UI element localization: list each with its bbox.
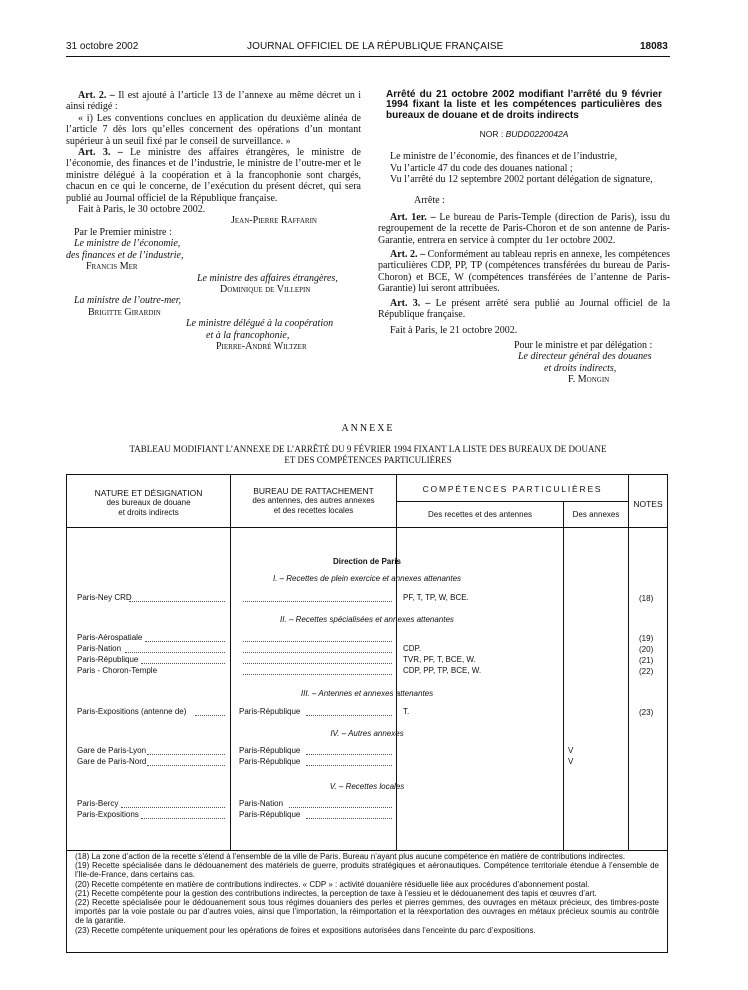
decree-left-column [66,90,361,352]
par-premier-ministre: Par le Premier ministre : [74,226,172,238]
row-nature: Paris-Expositions [77,810,139,819]
arrete-article-2: Art. 2. – Conformément au tableau repris en annexe, les compétences particulières CDP, PP, TP (compétences transférées du bureau de Paris-Choron) et BCE, W (compétences transférées de l’antenne de Paris-Garantie) lui seront attribuées. [378,249,671,295]
row-bureau: Paris-République [239,707,301,716]
fait-a-paris: Fait à Paris, le 30 octobre 2002. [78,204,206,216]
arrete-article-2-label: Art. 2. – [390,249,426,261]
row-nature: Gare de Paris-Lyon [77,746,147,755]
row-nature: Paris-Expositions (antenne de) [77,707,187,716]
row-competences: CDP, PP, TP, BCE, W. [403,666,482,675]
row-nature: Paris-République [77,655,139,664]
arrete-article-1: Art. 1er. – Le bureau de Paris-Temple (direction de Paris), issu du regroupement de la recette de Paris-Choron et de son antenne de Paris-Garantie, entrera en service à compter du 1er octobre 2002. [378,211,671,246]
table-row [77,666,157,675]
table-row [77,644,121,653]
row-nature: Gare de Paris-Nord [77,757,147,766]
col-header-nature: NATURE ET DÉSIGNATION des bureaux de douane et droits indirects [94,488,203,517]
table-row [77,799,118,808]
row-nature: Paris - Choron-Temple [77,666,158,675]
footnote-18: (18) La zone d’action de la recette s’étend à l’ensemble de la ville de Paris. Bureau n’ayant plus aucune compétence en matière de contributions indirectes. [75,852,626,861]
visa-1: Le ministre de l’économie, des finances et de l’industrie, [390,151,618,163]
row-annexe: V [568,746,574,755]
footnote-22: (22) Recette spécialisée pour le dédouanement sous tous régimes douaniers des perles et pierres gemmes, des ouvrages en métaux précieux, des timbres-poste importés par la voie postale ou par d’autres voies, ainsi que l’importation, la réimportation et la réexportation des ouvrages en métaux précieux soumis au contrôle de la garantie. [75,898,659,926]
section-3: III. – Antennes et annexes attenantes [300,689,434,698]
col-header-notes: NOTES [633,499,663,509]
signature-raffarin: Jean-Pierre Raffarin [231,215,317,227]
section-4: IV. – Autres annexes [330,729,404,738]
visa-2: Vu l’article 47 du code des douanes national ; [390,162,573,174]
page-number: 18083 [640,41,668,52]
min-coop-line-2: et à la francophonie, [206,329,290,341]
signature-girardin: Brigitte Girardin [88,306,161,318]
article-3: Art. 3. – Le ministre des affaires étrangères, le ministre de l’économie, des finances et de l’industrie, le ministre de l’outre-mer et le ministre délégué à la coopération et à la francophonie sont chargés, chacun en ce qui le concerne, de l’exécution du présent décret, qui sera publié au Journal officiel de la République française. [66,147,361,204]
row-note: (19) [639,634,654,643]
row-note: (22) [639,667,654,676]
article-3-label: Art. 3. – [78,147,123,159]
footnote-21: (21) Recette compétente pour la gestion des contributions indirectes, la perception de taxe à l’essieu et le dédouanement des tapis et œuvres d’art. [75,888,597,898]
row-note: (23) [639,708,654,717]
row-nature: Paris-Ney CRD [77,593,132,602]
signature-mer: Francis Mer [86,261,138,273]
row-nature: Paris-Bercy [77,799,119,808]
arrete-fait: Fait à Paris, le 21 octobre 2002. [390,324,518,336]
annexe-subtitle: TABLEAU MODIFIANT L’ANNEXE DE L’ARRÊTÉ DU 9 FÉVRIER 1994 FIXANT LA LISTE DES BUREAUX DE DOUANE ET DES COMPÉTENCES PARTICULIÈRES [129,444,607,465]
arrete-sig-2: Le directeur général des douanes [518,351,652,363]
footnote-20: (20) Recette compétente en matière de contributions indirectes. « CDP » : activité douanière résiduelle liée aux procédures d’abonnement postal. [75,879,590,889]
arrete-article-1-label: Art. 1er. – [390,211,436,223]
visa-3: Vu l’arrêté du 12 septembre 2002 portant délégation de signature, [390,174,653,186]
footnote-23: (23) Recette compétente uniquement pour les opérations de foires et expositions autorisées dans l’enceinte du parc d’expositions. [75,925,536,935]
table-row [77,593,132,602]
arrete-right-column [378,90,670,386]
signature-villepin: Dominique de Villepin [220,283,311,295]
article-2: Art. 2. – Il est ajouté à l’article 13 de l’annexe au même décret un i ainsi rédigé : [66,90,362,113]
direction-de-paris: Direction de Paris [332,557,402,566]
row-annexe: V [568,757,574,766]
article-2-label: Art. 2. – [78,90,115,101]
row-competences: PF, T, TP, W, BCE. [403,593,469,602]
journal-title: JOURNAL OFFICIEL DE LA RÉPUBLIQUE FRANÇAISE [247,41,504,52]
row-note: (18) [639,594,654,603]
nor-line: NOR : BUDD0220042A [479,129,569,140]
signature-wiltzer: Pierre-André Wiltzer [216,340,307,352]
footnote-19: (19) Recette spécialisée dans le dédouanement des matériels de guerre, produits stratégiques et aéronautiques. Compétence territoriale étendue à l’ensemble de l’Ile-de-France, dans certains cas. [75,861,659,880]
row-bureau: Paris-République [239,757,301,766]
arrete-title: Arrêté du 21 octobre 2002 modifiant l’arrêté du 9 février 1994 fixant la liste et les compétences particulières des bureaux de douane et de droits indirects [386,89,662,121]
arrete-label: Arrête : [414,195,445,207]
row-competences: T. [403,707,410,716]
min-ae: Le ministre des affaires étrangères, [197,272,338,284]
table-row [77,746,146,755]
arrete-sig-1: Pour le ministre et par délégation : [514,339,653,351]
competences-table [66,474,668,851]
arrete-sig-3: et droits indirects, [544,362,617,374]
section-5: V. – Recettes locales [329,782,405,791]
row-bureau: Paris-République [239,746,301,755]
article-2-quote: « i) Les conventions conclues en application du deuxième alinéa de l’article 7 dès lors qu’elles concernent des opérations d’un montant supérieur à un seuil fixé par le conseil de surveillance. » [66,112,361,147]
row-note: (20) [639,645,654,654]
row-competences: CDP. [403,644,422,653]
min-coop-line-1: Le ministre délégué à la coopération [186,318,334,330]
row-bureau: Paris-République [239,810,301,819]
table-row [77,757,146,766]
col-header-bureau: BUREAU DE RATTACHEMENT des antennes, des autres annexes et des recettes locales [252,486,375,515]
row-competences: TVR, PF, T, BCE, W. [403,655,476,664]
min-eco-line-2: des finances et de l’industrie, [66,249,184,261]
min-om: La ministre de l’outre-mer, [74,295,182,307]
col-header-competences: COMPÉTENCES PARTICULIÈRES [422,484,603,494]
footnotes-box [66,849,668,953]
annexe-title: ANNEXE [341,423,395,434]
row-bureau: Paris-Nation [239,799,284,808]
table-row [77,707,186,716]
col-header-recettes: Des recettes et des antennes [427,510,533,519]
arrete-article-3-label: Art. 3. – [390,297,431,309]
signature-mongin: F. Mongin [568,374,610,386]
row-nature: Paris-Nation [77,644,122,653]
header-rule [66,56,670,57]
row-note: (21) [639,656,654,665]
section-2: II. – Recettes spécialisées et annexes attenantes [280,615,454,624]
table-row [77,810,139,819]
table-row [77,633,142,642]
col-header-annexes: Des annexes [572,510,620,519]
section-1: I. – Recettes de plein exercice et annexes attenantes [272,574,462,583]
row-nature: Paris-Aérospatiale [77,633,143,642]
header-date: 31 octobre 2002 [66,41,139,52]
min-eco-line-1: Le ministre de l’économie, [74,238,181,250]
table-row [77,655,138,664]
arrete-article-3: Art. 3. – Le présent arrêté sera publié au Journal officiel de la République française. [378,297,671,321]
